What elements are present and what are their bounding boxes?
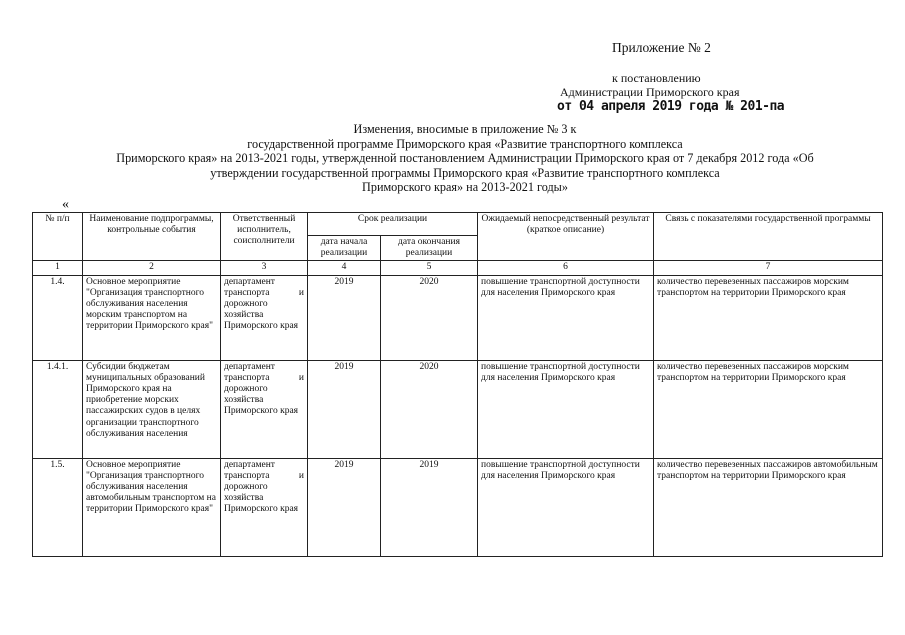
header-executor: Ответственный исполнитель, соисполнители [221,213,308,261]
column-number: 6 [478,261,654,275]
column-number: 2 [83,261,221,275]
row-executor: департамент транспорта и дорожного хозяйства Приморского края [221,275,308,360]
document-title [70,122,860,195]
row-end: 2020 [381,275,478,360]
header-name: Наименование подпрограммы, контрольные события [83,213,221,261]
column-numbers-row [33,261,883,275]
column-number: 4 [308,261,381,275]
table-row [33,458,883,556]
column-number: 3 [221,261,308,275]
changes-table [32,212,883,557]
header-result: Ожидаемый непосредственный результат (краткое описание) [478,213,654,261]
row-name: Основное мероприятие "Организация транспортного обслуживания населения автомобильным транспортом на территории Приморского края" [83,458,221,556]
table-row [33,360,883,458]
row-end: 2020 [381,360,478,458]
header-term-start: дата начала реализации [308,236,381,261]
row-result: повышение транспортной доступности для населения Приморского края [478,458,654,556]
column-number: 1 [33,261,83,275]
row-result: повышение транспортной доступности для населения Приморского края [478,360,654,458]
header-term: Срок реализации [308,213,478,236]
title-line: Приморского края» на 2013-2021 годы» [362,180,568,195]
row-executor: департамент транспорта и дорожного хозяйства Приморского края [221,360,308,458]
header-num: № п/п [33,213,83,261]
row-executor: департамент транспорта и дорожного хозяйства Приморского края [221,458,308,556]
title-line: утверждении государственной программы Приморского края «Развитие транспортного комплекса [210,165,720,180]
title-line: Изменения, вносимые в приложение № 3 к [353,122,577,136]
row-link: количество перевезенных пассажиров морским транспортом на территории Приморского края [654,360,883,458]
to-resolution-label: к постановлению [612,71,701,85]
row-num: 1.5. [33,458,83,556]
header-link: Связь с показателями государственной программы [654,213,883,261]
row-link: количество перевезенных пассажиров автомобильным транспортом на территории Приморского края [654,458,883,556]
row-end: 2019 [381,458,478,556]
row-start: 2019 [308,458,381,556]
row-result: повышение транспортной доступности для населения Приморского края [478,275,654,360]
row-num: 1.4.1. [33,360,83,458]
row-start: 2019 [308,360,381,458]
appendix-label: Приложение № 2 [612,40,711,55]
title-line: Приморского края» на 2013-2021 годы, утвержденной постановлением Администрации Приморского края от 7 декабря 2012 года «Об [116,151,814,166]
administration-label: Администрации Приморского края [560,85,740,99]
column-number: 5 [381,261,478,275]
open-quote-mark: « [62,197,69,212]
row-start: 2019 [308,275,381,360]
column-number: 7 [654,261,883,275]
table-row [33,275,883,360]
date-number-stamp: от 04 апреля 2019 года № 201-па [557,99,785,114]
row-link: количество перевезенных пассажиров морским транспортом на территории Приморского края [654,275,883,360]
header-term-end: дата окончания реализации [381,236,478,261]
title-line: государственной программе Приморского края «Развитие транспортного комплекса [247,136,683,151]
row-name: Основное мероприятие "Организация транспортного обслуживания населения морским транспортом на территории Приморского края" [83,275,221,360]
row-num: 1.4. [33,275,83,360]
row-name: Субсидии бюджетам муниципальных образований Приморского края на приобретение морских пассажирских судов в целях организации транспортного обслуживания населения [83,360,221,458]
